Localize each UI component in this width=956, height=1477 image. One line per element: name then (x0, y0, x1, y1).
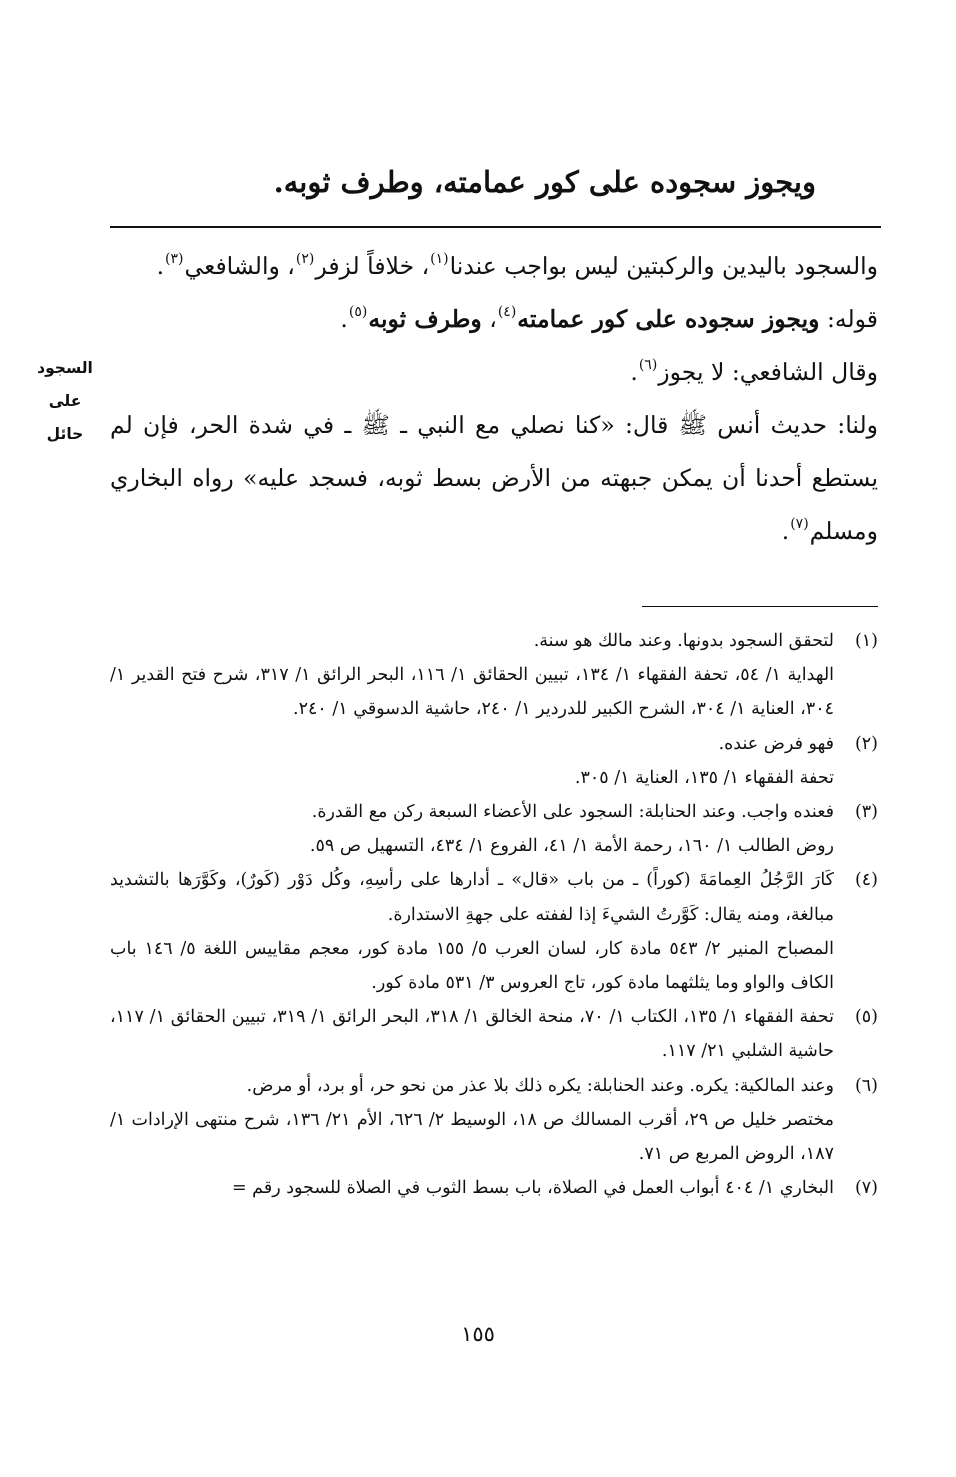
margin-note-line: حائل (46, 425, 84, 443)
paragraph-3 (110, 346, 878, 399)
footnote-number: (٣) (854, 802, 878, 823)
text-run: . (630, 358, 638, 386)
text-run: وقال الشافعي: لا يجوز (658, 358, 878, 386)
text-run: والسجود باليدين والركبتين ليس بواجب عندنا (449, 252, 878, 280)
bold-text: وطرف ثوبه (368, 305, 482, 333)
footnote-ref: (٧) (790, 516, 809, 532)
footnote-item (110, 1000, 878, 1068)
footnotes (110, 624, 878, 1205)
footnote-line: المصباح المنير ٢/ ٥٤٣ مادة كار، لسان العرب ٥/ ١٥٥ مادة كور، معجم مقاييس اللغة ٥/ ١٤٦ باب الكاف والواو وما يثلثهما مادة كور، تاج العروس ٣/ ٥٣١ مادة كور. (110, 938, 835, 994)
footnote-line: فعنده واجب. وعند الحنابلة: السجود على الأعضاء السبعة ركن مع القدرة. (311, 802, 834, 823)
footnote-number: (٧) (854, 1178, 878, 1199)
footnote-line: فهو فرض عنده. (718, 733, 834, 754)
footnote-line: البخاري ١/ ٤٠٤ أبواب العمل في الصلاة، باب بسط الثوب في الصلاة للسجود رقم = (231, 1178, 834, 1199)
margin-note-line: السجود (37, 359, 93, 377)
footnote-number: (٢) (854, 733, 878, 754)
footnote-number: (٦) (854, 1075, 878, 1096)
paragraph-4 (110, 399, 878, 558)
footnote-item (110, 1171, 878, 1205)
text-run: . (781, 517, 790, 545)
footnote-item (110, 863, 878, 1000)
main-text (110, 240, 878, 558)
paragraph-2 (110, 293, 878, 346)
footnote-line: روض الطالب ١/ ١٦٠، رحمة الأمة ١/ ٤١، الفروع ١/ ٤٣٤، التسهيل ص ٥٩. (309, 836, 834, 857)
footnote-line: وعند المالكية: يكره. وعند الحنابلة: يكره ذلك بلا عذر من نحو حر، أو برد، أو مرض. (246, 1075, 834, 1096)
footnote-line: لتحقق السجود بدونها. وعند مالك هو سنة. (533, 631, 834, 651)
text-run: . (156, 252, 165, 280)
text-run: ، (481, 305, 497, 333)
footnote-ref: (٢) (295, 251, 315, 267)
footnote-line: تحفة الفقهاء ١/ ١٣٥، العناية ١/ ٣٠٥. (574, 767, 834, 788)
footnote-number: (١) (854, 631, 878, 651)
header-rule (110, 226, 881, 228)
footnote-number: (٤) (854, 870, 878, 891)
margin-note (28, 352, 102, 451)
running-header: ويجوز سجوده على كور عمامته، وطرف ثوبه. (273, 165, 816, 199)
footnote-line: الهداية ١/ ٥٤، تحفة الفقهاء ١/ ١٣٤، تبيين الحقائق ١/ ١١٦، البحر الرائق ١/ ٣١٧، شرح فتح القدير ١/ ٣٠٤، العناية ١/ ٣٠٤، الشرح الكبير للدردير ١/ ٢٤٠، حاشية الدسوقي ١/ ٢٤٠. (110, 665, 835, 720)
footnote-item (110, 795, 878, 863)
text-run: ، والشافعي (184, 252, 295, 280)
text-run: . (340, 305, 348, 333)
footnote-ref: (١) (430, 251, 449, 267)
footnote-item (110, 624, 878, 727)
footnote-line: تحفة الفقهاء ١/ ١٣٥، الكتاب ١/ ٧٠، منحة الخالق ١/ ٣١٨، البحر الرائق ١/ ٣١٩، تبيين الحقائق ١/ ١١٧، حاشية الشلبي ٢١/ ١١٧. (110, 1007, 834, 1062)
footnote-line: مختصر خليل ص ٢٩، أقرب المسالك ص ١٨، الوسيط ٢/ ٦٢٦، الأم ٢١/ ١٣٦، شرح منتهى الإرادات ١/ ١٨٧، الروض المربع ص ٧١. (110, 1109, 834, 1165)
text-run: ، خلافاً لزفر (315, 252, 430, 280)
footnote-item (110, 1069, 878, 1172)
footnote-rule (642, 606, 878, 607)
bold-text: ويجوز سجوده على كور عمامته (517, 305, 820, 333)
margin-note-line: على (48, 392, 82, 410)
footnote-ref: (٤) (497, 304, 517, 320)
footnote-item (110, 727, 878, 795)
paragraph-1 (110, 240, 878, 293)
text-run: قوله: (819, 305, 878, 333)
footnote-ref: (٥) (348, 304, 368, 320)
text-run: ولنا: حديث أنس ﷺ قال: «كنا نصلي مع النبي ـ ﷺ ـ في شدة الحر، فإن لم يستطع أحدنا أن يمكن جبهته من الأرض بسط ثوبه، فسجد عليه» رواه البخاري ومسلم (110, 411, 878, 545)
footnote-number: (٥) (854, 1007, 878, 1028)
footnote-ref: (٣) (165, 251, 184, 267)
page-number: ١٥٥ (461, 1322, 495, 1346)
footnote-line: كَارَ الرَّجُلُ العِمامَةَ (كوراً) ـ من باب «قال» ـ أدارها على رأسِهِ، وكُل دَوْر (كَورٌ)، وكَوَّرَها بالتشديد مبالغة، ومنه يقال: كَوَّرتُ الشيءَ إذا لففته على جهةِ الاستدارة. (110, 870, 834, 925)
footnote-ref: (٦) (638, 357, 658, 373)
